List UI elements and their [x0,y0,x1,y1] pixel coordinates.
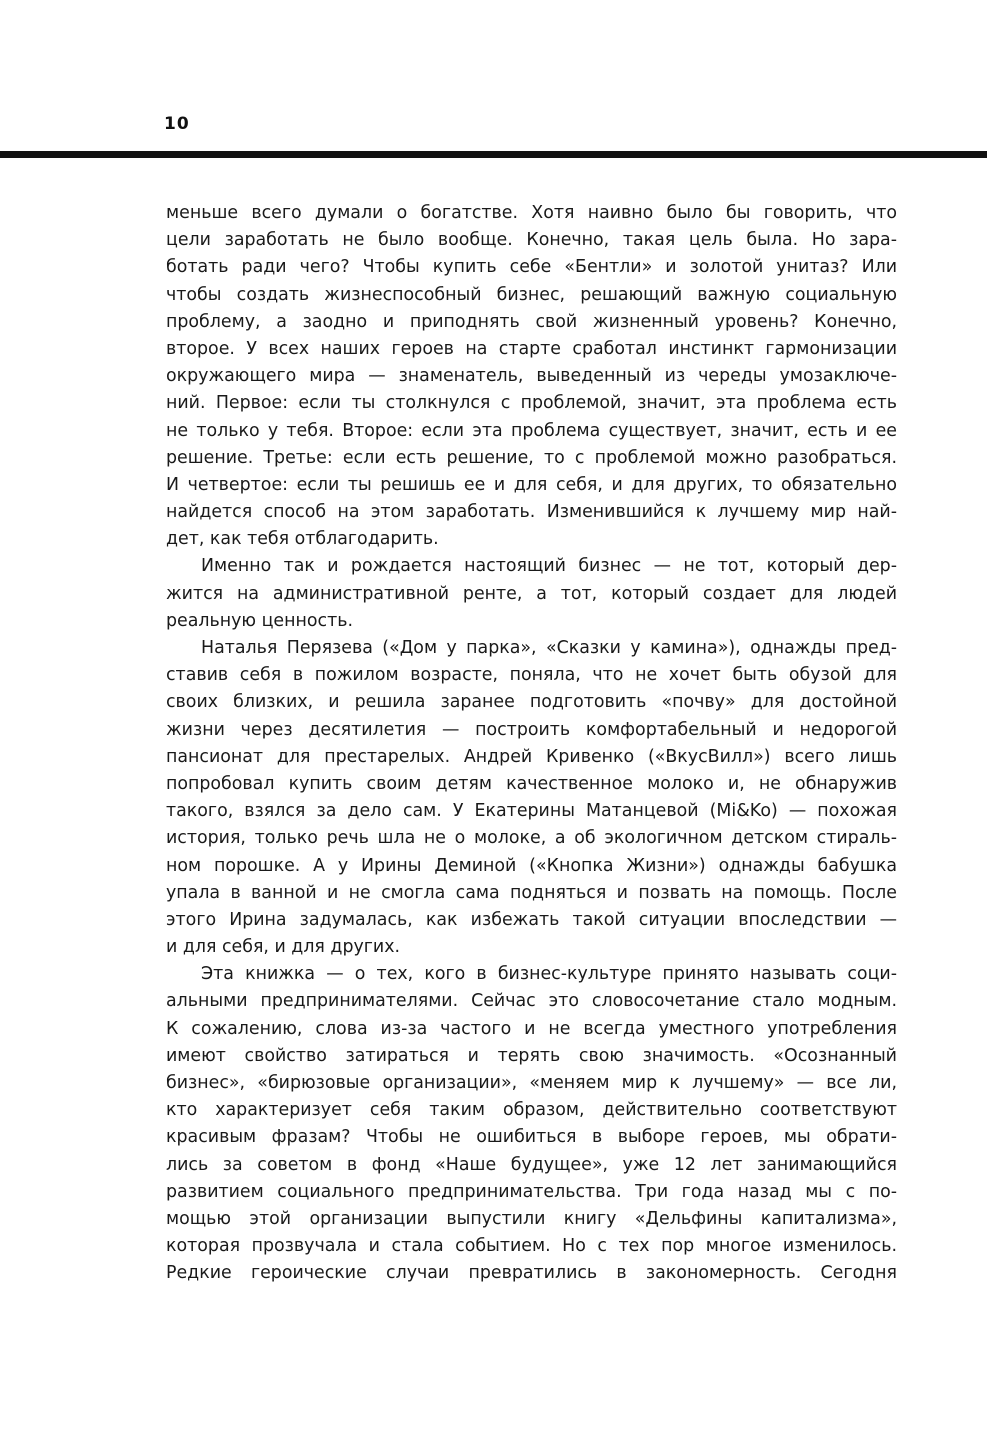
text-line: своих близких, и решила заранее подготовить «почву» для достойной [166,692,897,713]
text-line: Именно так и рождается настоящий бизнес — не тот, который дер- [201,556,897,577]
text-line: которая прозвучала и стала событием. Но с тех пор многое изменилось. [166,1236,897,1257]
text-line: жится на административной ренте, а тот, который создает для людей [166,583,897,604]
text-line: лись за советом в фонд «Наше будущее», уже 12 лет занимающийся [166,1154,897,1175]
text-line: найдется способ на этом заработать. Изменившийся к лучшему мир най- [166,502,897,523]
text-line: попробовал купить своим детям качественное молоко и, не обнаружив [166,773,897,794]
text-line: Эта книжка — о тех, кого в бизнес-культуре принято называть соци- [201,964,897,985]
text-line: упала в ванной и не смогла сама подняться и позвать на помощь. После [166,882,897,903]
text-line: реальную ценность. [166,610,353,631]
header-rule [0,151,987,158]
text-line: этого Ирина задумалась, как избежать такой ситуации впоследствии — [166,909,897,930]
text-line: такого, взялся за дело сам. У Екатерины Матанцевой (Mi&Ko) — похожая [166,801,897,822]
text-line: ном порошке. А у Ирины Деминой («Кнопка Жизни») однажды бабушка [166,855,897,876]
text-line: решение. Третье: если есть решение, то с проблемой можно разобраться. [166,447,897,468]
text-line: ботать ради чего? Чтобы купить себе «Бентли» и золотой унитаз? Или [166,257,897,278]
paragraph [166,200,897,553]
paragraph [166,635,897,961]
text-line: окружающего мира — знаменатель, выведенный из череды умозаключе- [166,366,897,387]
text-line: ставив себя в пожилом возрасте, поняла, что не хочет быть обузой для [166,665,897,686]
paragraph [166,961,897,1287]
text-line: ний. Первое: если ты столкнулся с проблемой, значит, эта проблема есть [166,393,897,414]
text-line: альными предпринимателями. Сейчас это словосочетание стало модным. [166,991,897,1012]
text-line: история, только речь шла не о молоке, а об экологичном детском стираль- [166,828,897,849]
text-line: и для себя, и для других. [166,937,401,958]
text-line: красивым фразам? Чтобы не ошибиться в выборе героев, мы обрати- [166,1127,897,1148]
text-line: дет, как тебя отблагодарить. [166,529,439,550]
text-line: чтобы создать жизнеспособный бизнес, решающий важную социальную [166,284,897,305]
text-line: Редкие героические случаи превратились в закономерность. Сегодня [166,1263,897,1284]
text-line: развитием социального предпринимательства. Три года назад мы с по- [166,1181,897,1202]
text-line: имеют свойство затираться и терять свою значимость. «Осознанный [166,1045,897,1066]
text-line: меньше всего думали о богатстве. Хотя наивно было бы говорить, что [166,203,897,223]
text-line: второе. У всех наших героев на старте сработал инстинкт гармонизации [166,338,897,359]
text-line: кто характеризует себя таким образом, действительно соответствуют [166,1100,897,1121]
text-line: Наталья Перязева («Дом у парка», «Сказки у камина»), однажды пред- [201,638,897,658]
paragraph [166,553,897,635]
page-number: 10 [164,114,190,134]
text-line: цели заработать не было вообще. Конечно, такая цель была. Но зара- [166,230,897,251]
text-line: жизни через десятилетия — построить комфортабельный и недорогой [166,719,897,740]
text-line: И четвертое: если ты решишь ее и для себя, и для других, то обязательно [166,474,897,495]
text-line: проблему, а заодно и приподнять свой жизненный уровень? Конечно, [166,311,897,332]
body-text [166,200,897,1288]
text-line: мощью этой организации выпустили книгу «Дельфины капитализма», [166,1208,897,1229]
text-line: не только у тебя. Второе: если эта проблема существует, значит, есть и ее [166,420,897,441]
text-line: бизнес», «бирюзовые организации», «меняем мир к лучшему» — все ли, [166,1073,897,1093]
text-line: К сожалению, слова из-за частого и не всегда уместного употребления [166,1018,897,1039]
text-line: пансионат для престарелых. Андрей Кривенко («ВкусВилл») всего лишь [166,746,897,767]
